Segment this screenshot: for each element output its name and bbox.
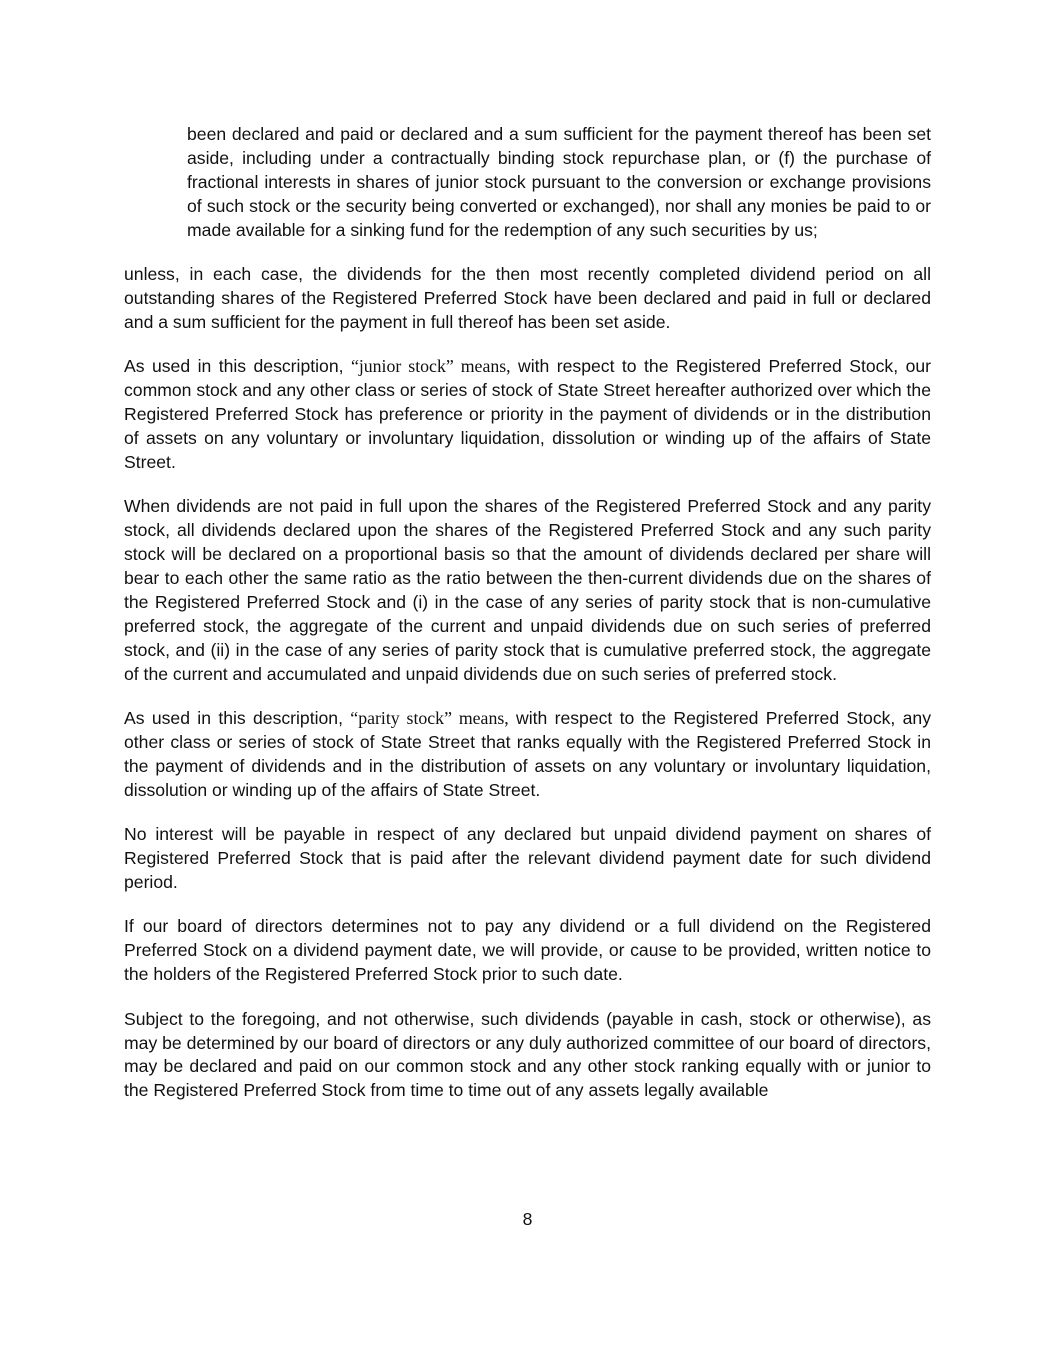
paragraph-text: been declared and paid or declared and a sum sufficient for the payment thereof has been set aside, including under a contractually binding stock repurchase plan, or (f) the purchase of fractional interests in shares of junior stock pursuant to the conversion or exchange provisions of such stock or the security being converted or exchanged), nor shall any monies be paid to or made available for a sinking fund for the redemption of any such securities by us;: [187, 124, 931, 240]
continued-clause-paragraph: [187, 123, 931, 243]
paragraph-text: Subject to the foregoing, and not otherwise, such dividends (payable in cash, stock or otherwise), as may be determined by our board of directors or any duly authorized committee of our board of directors, may be declared and paid on our common stock and any other stock ranking equally with or junior to the Registered Preferred Stock from time to time out of any assets legally available: [124, 1008, 931, 1101]
subject-to-foregoing-paragraph: [124, 1008, 931, 1104]
partial-dividends-paragraph: [124, 495, 931, 686]
paragraph-text: unless, in each case, the dividends for the then most recently completed dividend period on all outstanding shares of the Registered Preferred Stock have been declared and paid in full or declared and a sum sufficient for the payment in full thereof has been set aside.: [124, 264, 931, 332]
paragraph-text: No interest will be payable in respect of any declared but unpaid dividend payment on shares of Registered Preferred Stock that is paid after the relevant dividend payment date for such dividend period.: [124, 824, 931, 892]
page-number: 8: [522, 1209, 533, 1229]
paragraph-text: with respect to the Registered Preferred Stock, our common stock and any other class or series of stock of State Street hereafter authorized over which the Registered Preferred Stock has preference or priority in the payment of dividends or in the distribution of assets on any voluntary or involuntary liquidation, dissolution or winding up of the affairs of State Street.: [124, 356, 931, 472]
paragraph-text: When dividends are not paid in full upon the shares of the Registered Preferred Stock and any parity stock, all dividends declared upon the shares of the Registered Preferred Stock and any such parity stock will be declared on a proportional basis so that the amount of dividends declared per share will bear to each other the same ratio as the ratio between the then-current dividends due on the shares of the Registered Preferred Stock and (i) in the case of any series of parity stock that is non-cumulative preferred stock, the aggregate of the current and unpaid dividends due on such series of preferred stock, and (ii) in the case of any series of parity stock that is cumulative preferred stock, the aggregate of the current and accumulated and unpaid dividends due on such series of preferred stock.: [124, 496, 931, 684]
junior-stock-definition-paragraph: [124, 355, 931, 475]
paragraph-lead: As used in this description,: [124, 356, 351, 377]
defined-term-parity-stock: “parity stock” means,: [350, 708, 509, 729]
notice-paragraph: [124, 915, 931, 987]
unless-paragraph: [124, 263, 931, 335]
body-text: [124, 123, 931, 1124]
paragraph-text: If our board of directors determines not to pay any dividend or a full dividend on the Registered Preferred Stock on a dividend payment date, we will provide, or cause to be provided, written notice to the holders of the Registered Preferred Stock prior to such date.: [124, 916, 931, 985]
parity-stock-definition-paragraph: [124, 707, 931, 803]
paragraph-text: with respect to the Registered Preferred Stock, any other class or series of stock of State Street that ranks equally with the Registered Preferred Stock in the payment of dividends and in the distribution of assets on any voluntary or involuntary liquidation, dissolution or winding up of the affairs of State Street.: [124, 708, 931, 800]
no-interest-paragraph: [124, 823, 931, 895]
paragraph-lead: As used in this description,: [124, 708, 351, 729]
defined-term-junior-stock: “junior stock” means,: [350, 356, 511, 377]
